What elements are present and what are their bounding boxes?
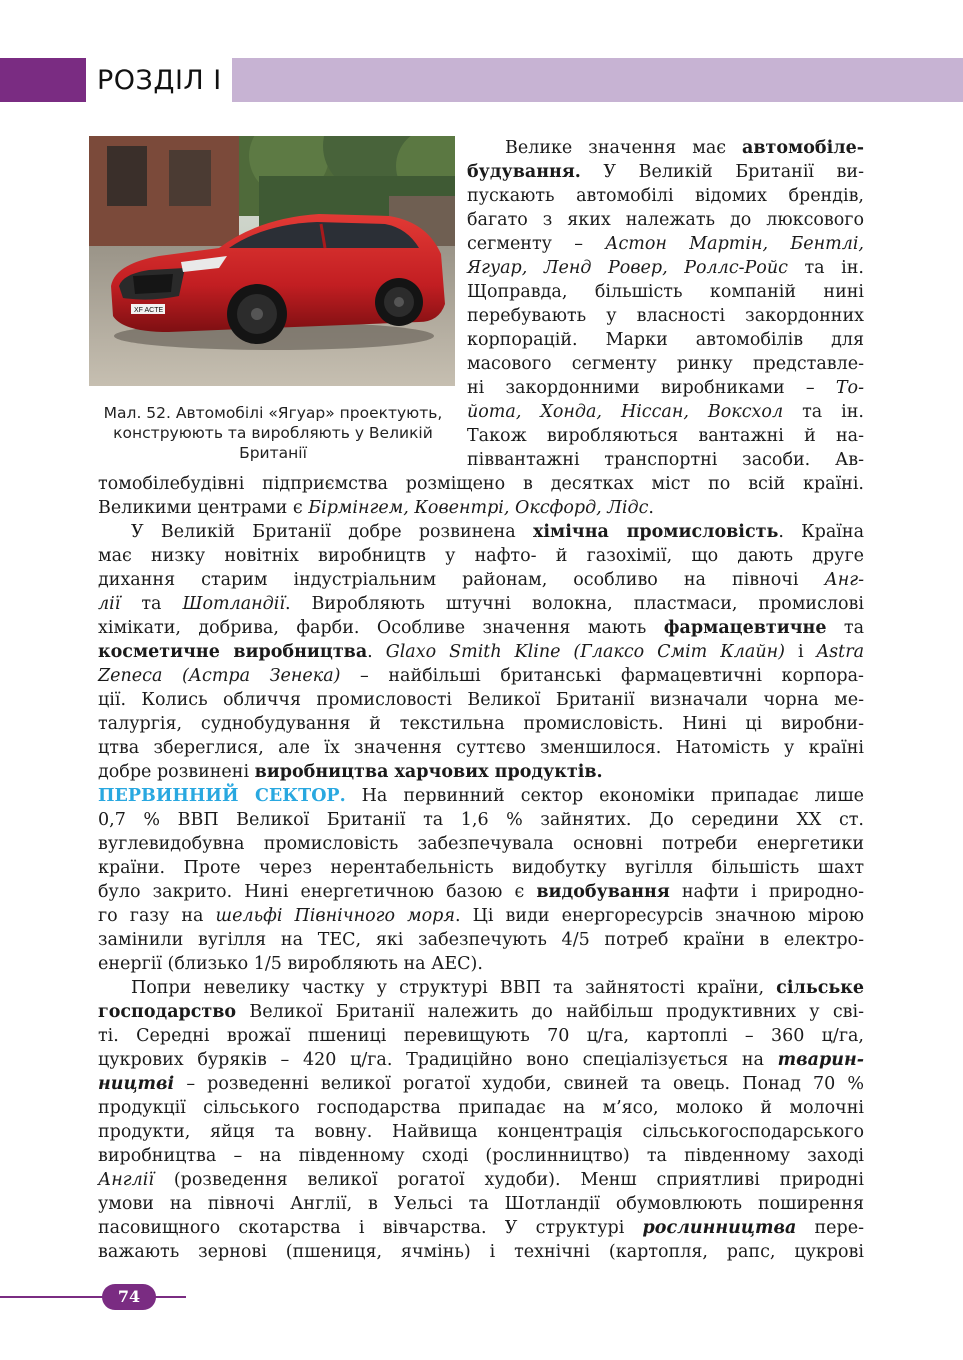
text-line: Великими центрами є Бірмінгем, Ковентрі, Оксфорд, Лідс. bbox=[98, 498, 654, 518]
text-line: перебувають у власності закордонних bbox=[467, 306, 864, 326]
text-line: Також виробляються вантажні й на- bbox=[467, 426, 864, 446]
text-line: замінили вугілля на ТЕС, які забезпечують 4/5 потреб країни в електро- bbox=[98, 930, 864, 950]
text-line: країни. Проте через нерентабельність видобутку вугілля більшість шахт bbox=[98, 858, 864, 878]
text-line: сегменту – Астон Мартін, Бентлі, bbox=[467, 234, 864, 254]
text-line: було закрито. Нині енергетичною базою є видобування нафти і природно- bbox=[98, 882, 864, 902]
text-line: має низку новітніх виробництв у нафто- й газохімії, що дають друге bbox=[98, 546, 864, 566]
text-line: го газу на шельфі Північного моря. Ці види енергоресурсів значною мірою bbox=[98, 906, 865, 926]
text-line: пускають автомобілі відомих брендів, bbox=[467, 186, 864, 206]
text-line: будування. У Великій Британії ви- bbox=[467, 162, 864, 182]
text-line: йота, Хонда, Ніссан, Воксхол та ін. bbox=[467, 402, 864, 422]
section-header-band bbox=[232, 58, 963, 102]
text-line: цтва збереглися, але їх значення суттєво зменшилося. Натомість у країні bbox=[98, 738, 864, 758]
text-line: Велике значення має автомобіле- bbox=[505, 138, 864, 158]
text-line: Попри невелику частку у структурі ВВП та зайнятості країни, сільське bbox=[131, 978, 864, 998]
text-line: цукрових буряків – 420 ц/га. Традиційно воно спеціалізується на тварин- bbox=[98, 1050, 864, 1070]
text-line: піввантажні транспортні засоби. Ав- bbox=[467, 450, 864, 470]
car-illustration bbox=[89, 136, 455, 386]
text-line: продукти, яйця та вовну. Найвища концентрація сільськогосподарського bbox=[98, 1122, 864, 1142]
text-line: У Великій Британії добре розвинена хімічна промисловість. Країна bbox=[131, 522, 864, 542]
text-line: косметичне виробництва. Glaxo Smith Kline (Глаксо Сміт Клайн) і Astra bbox=[98, 642, 864, 662]
text-line: ті. Середні врожаї пшениці перевищують 70 ц/га, картоплі – 360 ц/га, bbox=[98, 1026, 864, 1046]
text-line: лії та Шотландії. Виробляють штучні волокна, пластмаси, промислові bbox=[98, 594, 864, 614]
text-line: ництві – розведенні великої рогатої худоби, свиней та овець. Понад 70 % bbox=[98, 1074, 864, 1094]
text-line: добре розвинені виробництва харчових продуктів. bbox=[98, 762, 603, 782]
page-number: 74 bbox=[102, 1284, 156, 1310]
text-line: дихання старим індустріальним районам, особливо на півночі Анг- bbox=[98, 570, 864, 590]
text-line: вуглевидобувна промисловість забезпечувала основні потреби енергетики bbox=[98, 834, 864, 854]
text-line: корпорацій. Марки автомобілів для bbox=[467, 330, 864, 350]
figure-caption: Мал. 52. Автомобілі «Ягуар» проектують, конструюють та виробляють у Великій Британії bbox=[103, 404, 443, 462]
section-title: РОЗДІЛ І bbox=[97, 65, 222, 96]
text-line: продукції сільського господарства припадає на м’ясо, молоко й молочні bbox=[98, 1098, 864, 1118]
text-line: умови на півночі Англії, в Уельсі та Шотландії обумовлюють поширення bbox=[98, 1194, 864, 1214]
text-line: томобілебудівні підприємства розміщено в десятках міст по всій країні. bbox=[98, 474, 864, 494]
license-plate: XF ACTE bbox=[134, 307, 164, 314]
text-line: Ягуар, Ленд Ровер, Роллс-Ройс та ін. bbox=[467, 258, 864, 278]
section-header-accent bbox=[0, 58, 86, 102]
text-line: Англії (розведення великої рогатої худоби). Менш сприятливі природні bbox=[98, 1170, 864, 1190]
subsection-heading: ПЕРВИННИЙ СЕКТОР. bbox=[98, 786, 346, 806]
text-line: Щоправда, більшість компаній нині bbox=[467, 282, 864, 302]
text-line: енергії (близько 1/5 виробляють на АЕС). bbox=[98, 954, 483, 974]
text-line: пасовищного скотарства і вівчарства. У структурі рослинництва пере- bbox=[98, 1218, 865, 1238]
text-line: масового сегменту ринку представле- bbox=[467, 354, 864, 374]
text-line: господарство Великої Британії належить до найбільш продуктивних у сві- bbox=[98, 1002, 864, 1022]
text-line: багато з яких належать до люксового bbox=[467, 210, 864, 230]
text-line: Zeneca (Астра Зенека) – найбільші британські фармацевтичні корпора- bbox=[98, 666, 864, 686]
text-line: талургія, суднобудування й текстильна промисловість. Нині ці виробни- bbox=[98, 714, 864, 734]
text-line: ції. Колись обличчя промисловості Великої Британії визначали чорна ме- bbox=[98, 690, 864, 710]
text-line: ні закордонними виробниками – То- bbox=[467, 378, 864, 398]
text-line: 0,7 % ВВП Великої Британії та 1,6 % зайнятих. До середини XX ст. bbox=[98, 810, 864, 830]
text-line: виробництва – на південному сході (рослинництво) та південному заході bbox=[98, 1146, 864, 1166]
figure-photo-red-car bbox=[89, 136, 455, 386]
text-line: ПЕРВИННИЙ СЕКТОР. На первинний сектор економіки припадає лише bbox=[98, 786, 864, 806]
text-line: важають зернові (пшениця, ячмінь) і технічні (картопля, рапс, цукрові bbox=[98, 1242, 864, 1262]
text-line: хімікати, добрива, фарби. Особливе значення мають фармацевтичне та bbox=[98, 618, 865, 638]
footer-rule bbox=[0, 1296, 186, 1298]
